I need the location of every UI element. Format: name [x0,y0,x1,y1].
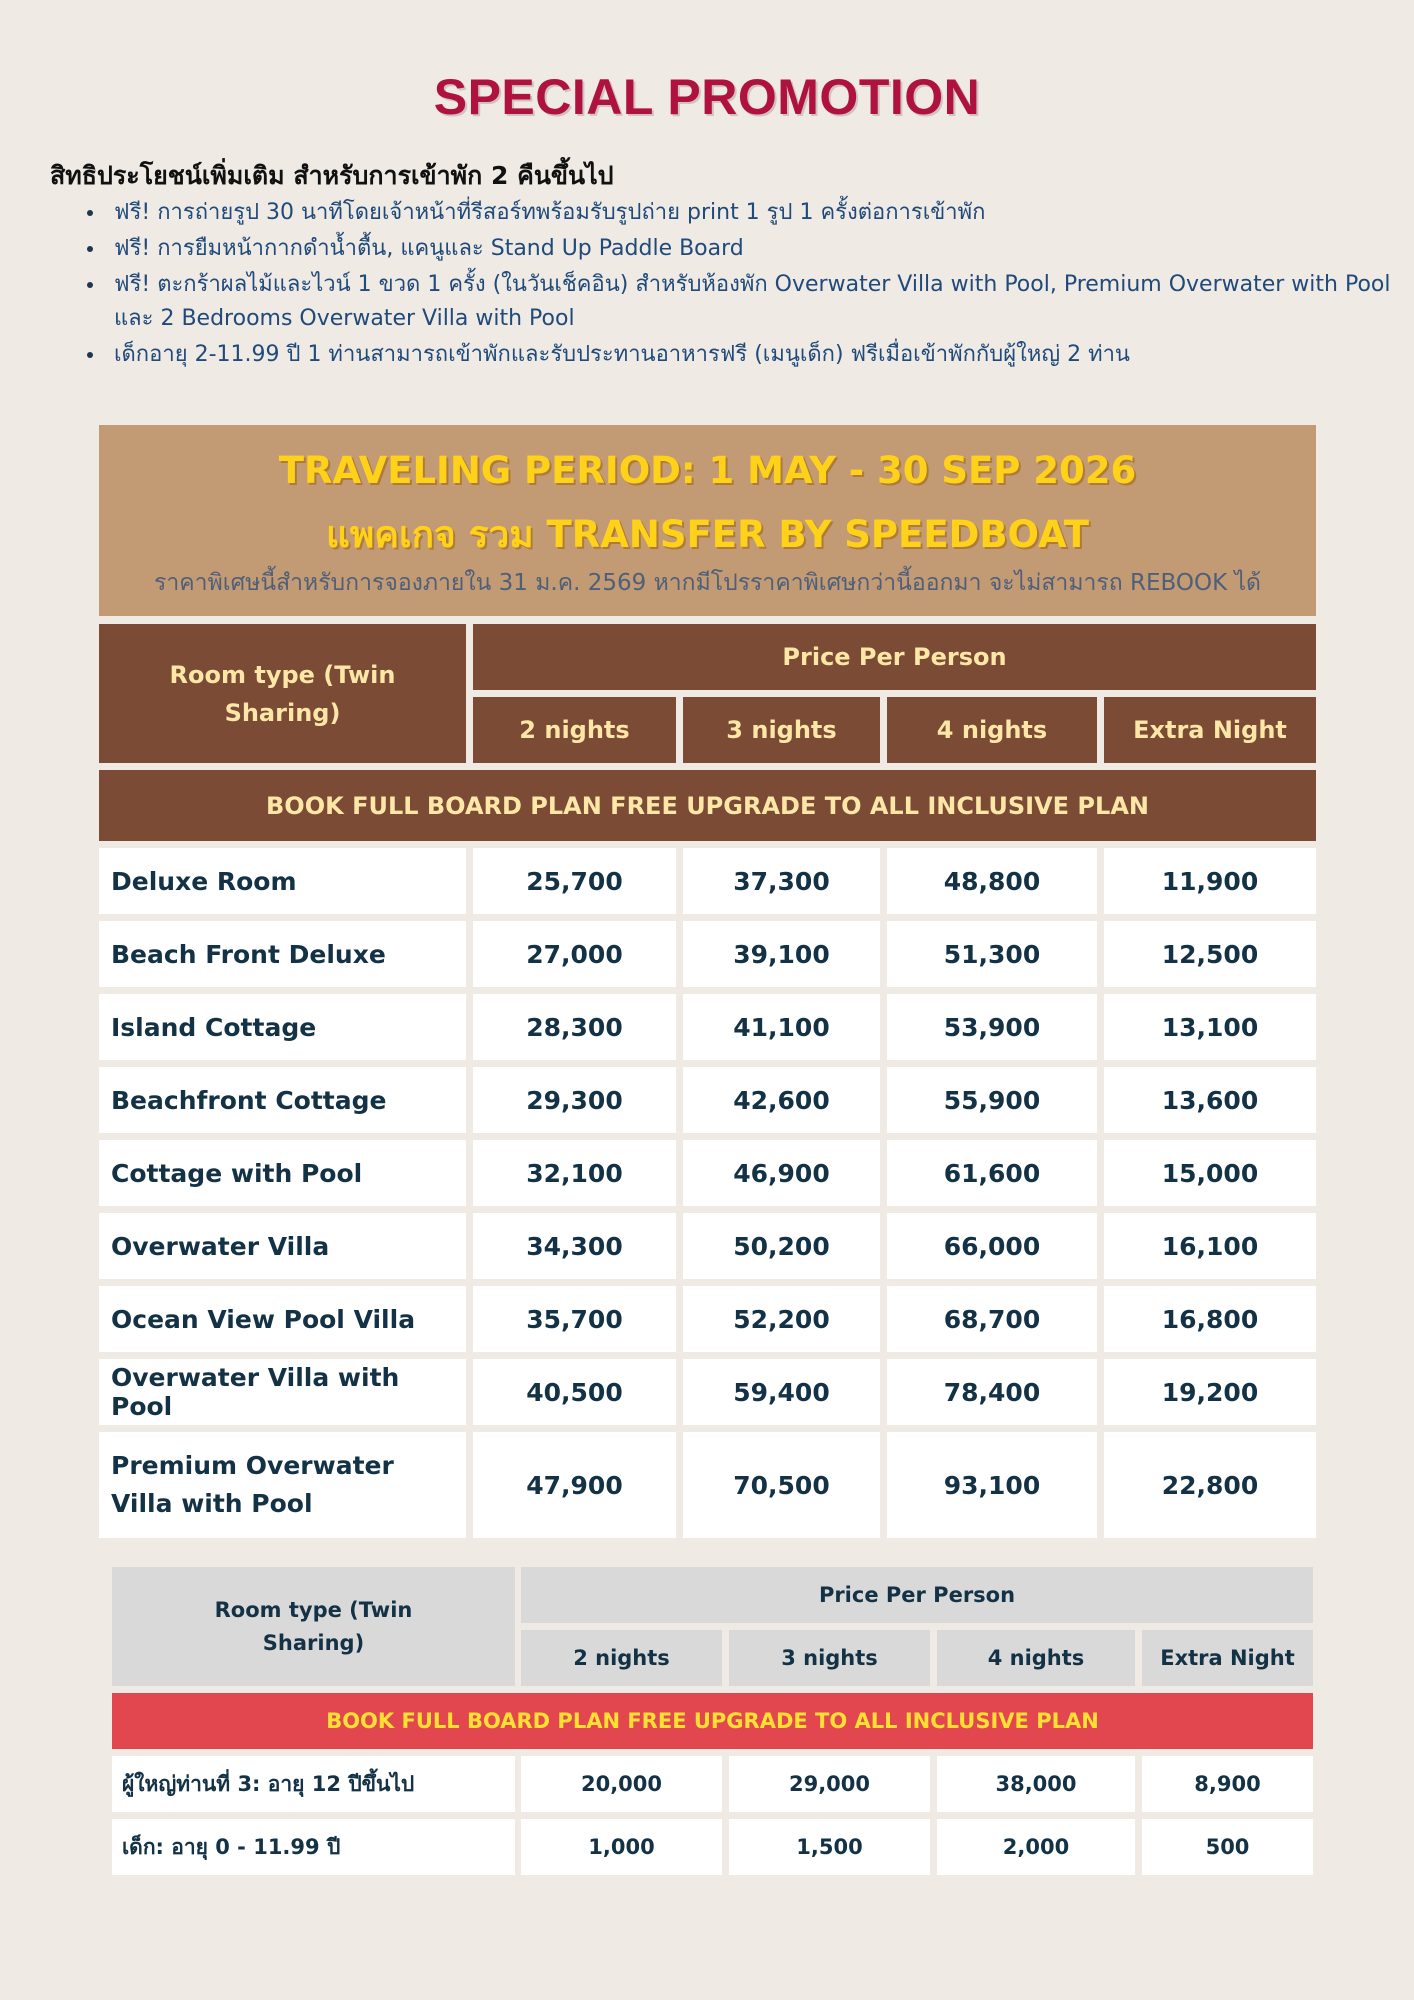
price-cell: 40,500 [473,1359,676,1425]
price-per-person-header: Price Per Person [473,624,1316,690]
price-cell: 35,700 [473,1286,676,1352]
price-cell: 27,000 [473,921,676,987]
price-cell: 1,000 [521,1819,722,1875]
benefit-item: • เด็กอายุ 2-11.99 ปี 1 ท่านสามารถเข้าพักและรับประทานอาหารฟรี (เมนูเด็ก) ฟรีเมื่อเข้าพักกับผู้ใหญ่ 2 ท่าน [106,338,1396,372]
price-cell: 50,200 [683,1213,880,1279]
price-cell: 42,600 [683,1067,880,1133]
price-cell: 61,600 [887,1140,1097,1206]
price-cell: 16,800 [1104,1286,1316,1352]
price-cell: 48,800 [887,848,1097,914]
col-extra-night: Extra Night [1104,697,1316,763]
period-line2: แพคเกจ รวม TRANSFER BY SPEEDBOAT [326,513,1089,556]
price-cell: 16,100 [1104,1213,1316,1279]
room-type-header-label: Room type (Twin Sharing) [169,660,396,727]
price-cell: 29,000 [729,1756,930,1812]
benefits-list [78,196,1396,374]
room-name-cell: Beach Front Deluxe [99,921,466,987]
benefit-item: • ฟรี! การยืมหน้ากากดำน้ำตื้น, แคนูและ Stand Up Paddle Board [106,232,1396,266]
traveling-period-box [99,425,1316,616]
price-per-person-header-2: Price Per Person [521,1567,1313,1623]
price-cell: 53,900 [887,994,1097,1060]
col-2-nights-2: 2 nights [521,1630,722,1686]
room-name-cell: Premium Overwater Villa with Pool [99,1432,466,1538]
room-type-header [99,624,466,763]
price-cell: 22,800 [1104,1432,1316,1538]
price-cell: 70,500 [683,1432,880,1538]
price-cell: 93,100 [887,1432,1097,1538]
col-3-nights: 3 nights [683,697,880,763]
price-cell: 51,300 [887,921,1097,987]
price-cell: 66,000 [887,1213,1097,1279]
price-cell: 1,500 [729,1819,930,1875]
price-cell: 47,900 [473,1432,676,1538]
price-cell: 39,100 [683,921,880,987]
benefit-item: • ฟรี! การถ่ายรูป 30 นาทีโดยเจ้าหน้าที่รีสอร์ทพร้อมรับรูปถ่าย print 1 รูป 1 ครั้งต่อการเข้าพัก [106,196,1396,230]
room-name-cell: Overwater Villa with Pool [99,1359,466,1425]
col-3-nights-2: 3 nights [729,1630,930,1686]
price-cell: 78,400 [887,1359,1097,1425]
room-name-cell: Ocean View Pool Villa [99,1286,466,1352]
guest-type-cell: เด็ก: อายุ 0 - 11.99 ปี [112,1819,515,1875]
price-cell: 500 [1142,1819,1313,1875]
room-name-cell: Deluxe Room [99,848,466,914]
period-note: ราคาพิเศษนี้สำหรับการจองภายใน 31 ม.ค. 2569 หากมีโปรราคาพิเศษกว่านี้ออกมา จะไม่สามารถ REBOOK ได้ [154,570,1261,596]
col-4-nights-2: 4 nights [937,1630,1135,1686]
price-cell: 46,900 [683,1140,880,1206]
price-cell: 38,000 [937,1756,1135,1812]
price-cell: 32,100 [473,1140,676,1206]
room-name-cell: Beachfront Cottage [99,1067,466,1133]
price-cell: 55,900 [887,1067,1097,1133]
price-cell: 13,600 [1104,1067,1316,1133]
period-line1: TRAVELING PERIOD: 1 MAY - 30 SEP 2026 [278,449,1137,492]
page-title: SPECIAL PROMOTION [433,69,981,125]
col-4-nights: 4 nights [887,697,1097,763]
room-type-header-2 [112,1567,515,1686]
upgrade-banner: BOOK FULL BOARD PLAN FREE UPGRADE TO ALL INCLUSIVE PLAN [99,770,1316,841]
price-cell: 8,900 [1142,1756,1313,1812]
price-cell: 12,500 [1104,921,1316,987]
benefit-item: • ฟรี! ตะกร้าผลไม้และไวน์ 1 ขวด 1 ครั้ง (ในวันเช็คอิน) สำหรับห้องพัก Overwater Villa with Pool, Premium Overwater with Pool และ 2 Bedrooms Overwater Villa with Pool [106,268,1396,336]
price-cell: 34,300 [473,1213,676,1279]
price-cell: 20,000 [521,1756,722,1812]
price-cell: 28,300 [473,994,676,1060]
price-cell: 2,000 [937,1819,1135,1875]
price-cell: 41,100 [683,994,880,1060]
price-cell: 15,000 [1104,1140,1316,1206]
guest-type-cell: ผู้ใหญ่ท่านที่ 3: อายุ 12 ปีขึ้นไป [112,1756,515,1812]
price-cell: 68,700 [887,1286,1097,1352]
benefits-heading: สิทธิประโยชน์เพิ่มเติม สำหรับการเข้าพัก 2 คืนขึ้นไป [50,161,614,190]
room-name-cell: Cottage with Pool [99,1140,466,1206]
price-cell: 13,100 [1104,994,1316,1060]
price-cell: 59,400 [683,1359,880,1425]
price-cell: 37,300 [683,848,880,914]
price-cell: 11,900 [1104,848,1316,914]
upgrade-banner-2: BOOK FULL BOARD PLAN FREE UPGRADE TO ALL INCLUSIVE PLAN [112,1693,1313,1749]
price-cell: 19,200 [1104,1359,1316,1425]
col-2-nights: 2 nights [473,697,676,763]
price-cell: 29,300 [473,1067,676,1133]
col-extra-night-2: Extra Night [1142,1630,1313,1686]
room-name-cell: Overwater Villa [99,1213,466,1279]
price-cell: 25,700 [473,848,676,914]
price-cell: 52,200 [683,1286,880,1352]
room-type-header-2-label: Room type (Twin Sharing) [214,1597,413,1655]
room-name-cell: Island Cottage [99,994,466,1060]
